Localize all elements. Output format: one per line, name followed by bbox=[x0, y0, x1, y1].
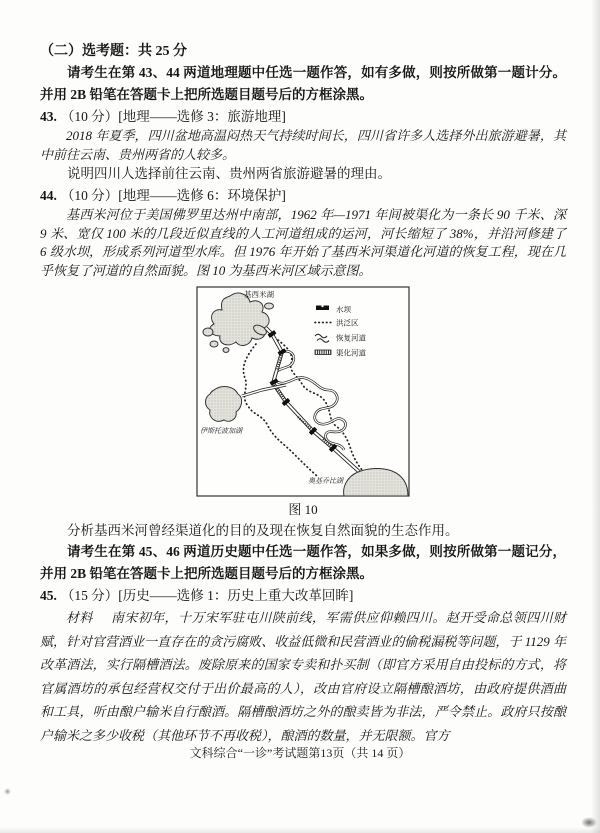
geography-choice-instruction: 请考生在第 43、44 两道地理题中任选一题作答，如有多做，则按所做第一题计分。并用 2B 铅笔在答题卡上把所选题目题号后的方框涂黑。 bbox=[40, 65, 566, 102]
question-43-title: （10 分）[地理——选修 3：旅游地理] bbox=[60, 109, 286, 124]
history-choice-instruction: 请考生在第 45、46 两道历史题中任选一题作答，如果多做，则按所做第一题记分，并用 2B 铅笔在答题卡上把所选题目题号后的方框涂黑。 bbox=[40, 544, 566, 581]
legend-floodplain-label: 洪泛区 bbox=[336, 318, 359, 328]
legend-channelized-label: 渠化河道 bbox=[336, 348, 366, 358]
legend-dam-label: 水坝 bbox=[336, 305, 351, 314]
page-footer: 文科综合“一诊”考试题第13页（共 14 页） bbox=[189, 746, 411, 760]
question-43-task: 说明四川人选择前往云南、贵州两省旅游避暑的理由。 bbox=[67, 166, 391, 181]
question-44-title: （10 分）[地理——选修 6：环境保护] bbox=[60, 188, 286, 203]
lake-istokpoga-label: 伊斯托波加湖 bbox=[200, 427, 242, 435]
question-43-material: 2018 年夏季，四川盆地高温闷热天气持续时间长，四川省许多人选择外出旅游避暑，其中前往云南、贵州两省的人较多。 bbox=[40, 128, 566, 162]
question-43-heading bbox=[40, 106, 566, 127]
channelized-legend-icon bbox=[315, 350, 331, 355]
question-45-heading bbox=[40, 585, 566, 606]
question-45-title: （15 分）[历史——选修 1：历史上重大改革回眸] bbox=[60, 588, 354, 603]
question-44-heading bbox=[40, 185, 566, 206]
page-content bbox=[40, 42, 566, 747]
section-title: （二）选考题：共 25 分 bbox=[40, 44, 187, 59]
figure-10-map bbox=[196, 286, 410, 519]
material-text: 南宋初年，十万宋军驻屯川陕前线，军需供应仰赖四川。赵开受命总领四川财赋，针对官营酒业一直存在的贪污腐败、收益低微和民营酒业的偷税漏税等问题，于 1129 年改革酒法，实行隔槽酒法。废除原来的国家专卖和扑买制（即官方采用自由投标的方式，将官属酒坊的承包经营权交付于出价最高的人），改由官府设立隔槽酿酒坊，由政府提供酒曲和工具，听由酿户输米自行酿酒。隔槽酿酒坊之外的酿卖皆为非法，严令禁止。政府只按酿户输米之多少收税（其他环节不再收税），酿酒的数量，并无限额。官方 bbox=[40, 610, 566, 743]
question-45-number: 45. bbox=[40, 588, 57, 603]
legend-restored-label: 恢复河道 bbox=[336, 333, 366, 343]
scan-artifact-bottom-right bbox=[581, 817, 597, 828]
scan-shadow-right bbox=[591, 0, 600, 833]
question-45-material bbox=[40, 606, 566, 747]
scan-artifact-bottom-left bbox=[4, 788, 11, 795]
lake-okeechobee-label: 奥基乔比湖 bbox=[308, 477, 343, 485]
material-label: 材料 bbox=[66, 610, 93, 625]
question-43-number: 43. bbox=[40, 109, 57, 124]
question-44-material: 基西米河位于美国佛罗里达州中南部，1962 年—1971 年间被渠化为一条长 90 千米、深 9 米、宽仅 100 米的几段近似直线的人工河道组成的运河，河长缩短了 38%，并沿河修建了 6 级水坝，形成系列河道型水库。但 1976 年开始了基西米河渠道化河道的恢复工程，现在几乎恢复了河道的自然面貌。图 10 为基西米河区域示意图。 bbox=[40, 207, 566, 278]
scan-shadow-bottom bbox=[0, 827, 600, 833]
kissimmee-river-map bbox=[196, 286, 410, 497]
question-44-task: 分析基西米河曾经渠道化的目的及现在恢复自然面貌的生态作用。 bbox=[67, 523, 459, 538]
question-44-number: 44. bbox=[40, 188, 57, 203]
figure-caption: 图 10 bbox=[288, 502, 318, 517]
lake-kissimmee-label: 基西米湖 bbox=[244, 290, 274, 299]
